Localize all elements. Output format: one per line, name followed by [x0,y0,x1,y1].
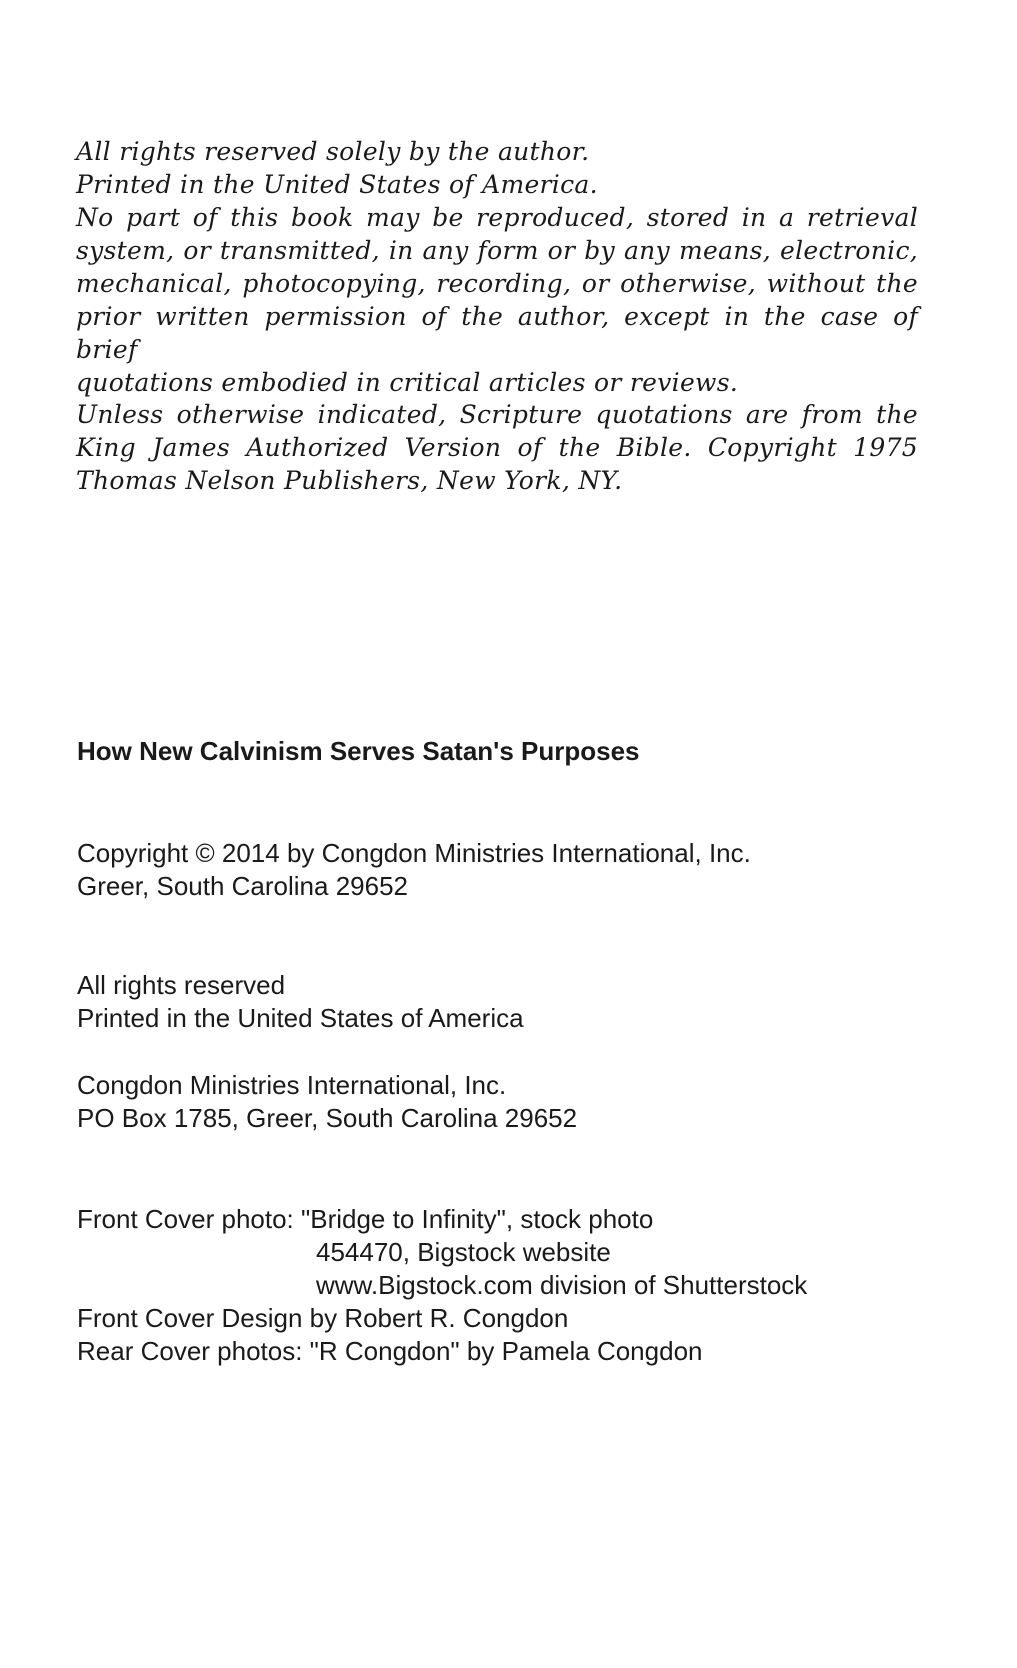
scripture-line: King James Authorized Version of the Bible. Copyright 1975 [76,433,918,462]
reproduction-line: prior written permission of the author, except in the case of brief [76,302,918,364]
printed-line: Printed in the United States of America. [76,170,598,199]
front-cover-photo-credit-cont: www.Bigstock.com division of Shutterstock [316,1270,808,1300]
reproduction-line: system, or transmitted, in any form or by any means, electronic, [76,236,918,265]
cover-credits [77,1203,807,1368]
publisher-address [77,1069,577,1135]
front-cover-design-credit: Front Cover Design by Robert R. Congdon [77,1303,569,1333]
reserved-notice [77,969,524,1035]
reproduction-line: mechanical, photocopying, recording, or otherwise, without the [76,269,918,298]
publisher-po-box: PO Box 1785, Greer, South Carolina 29652 [77,1103,578,1133]
publisher-name: Congdon Ministries International, Inc. [77,1070,507,1100]
reproduction-line: No part of this book may be reproduced, stored in a retrieval [76,203,918,232]
printed-line: Printed in the United States of America [77,1003,524,1033]
copyright-notice [77,837,751,903]
scripture-notice [76,398,918,497]
front-cover-photo-credit: Front Cover photo: "Bridge to Infinity", stock photo [77,1204,654,1234]
reproduction-line: quotations embodied in critical articles or reviews. [76,368,739,397]
copyright-line: Copyright © 2014 by Congdon Ministries International, Inc. [77,838,751,868]
front-cover-photo-credit-cont: 454470, Bigstock website [316,1237,611,1267]
scripture-line: Unless otherwise indicated, Scripture quotations are from the [76,400,918,429]
rights-notice [76,135,918,399]
scripture-line: Thomas Nelson Publishers, New York, NY. [76,466,623,495]
book-title: How New Calvinism Serves Satan's Purposes [77,736,640,766]
rear-cover-photo-credit: Rear Cover photos: "R Congdon" by Pamela Congdon [77,1336,703,1366]
location-line: Greer, South Carolina 29652 [77,871,408,901]
reserved-line: All rights reserved [77,970,286,1000]
rights-line: All rights reserved solely by the author. [76,137,590,166]
